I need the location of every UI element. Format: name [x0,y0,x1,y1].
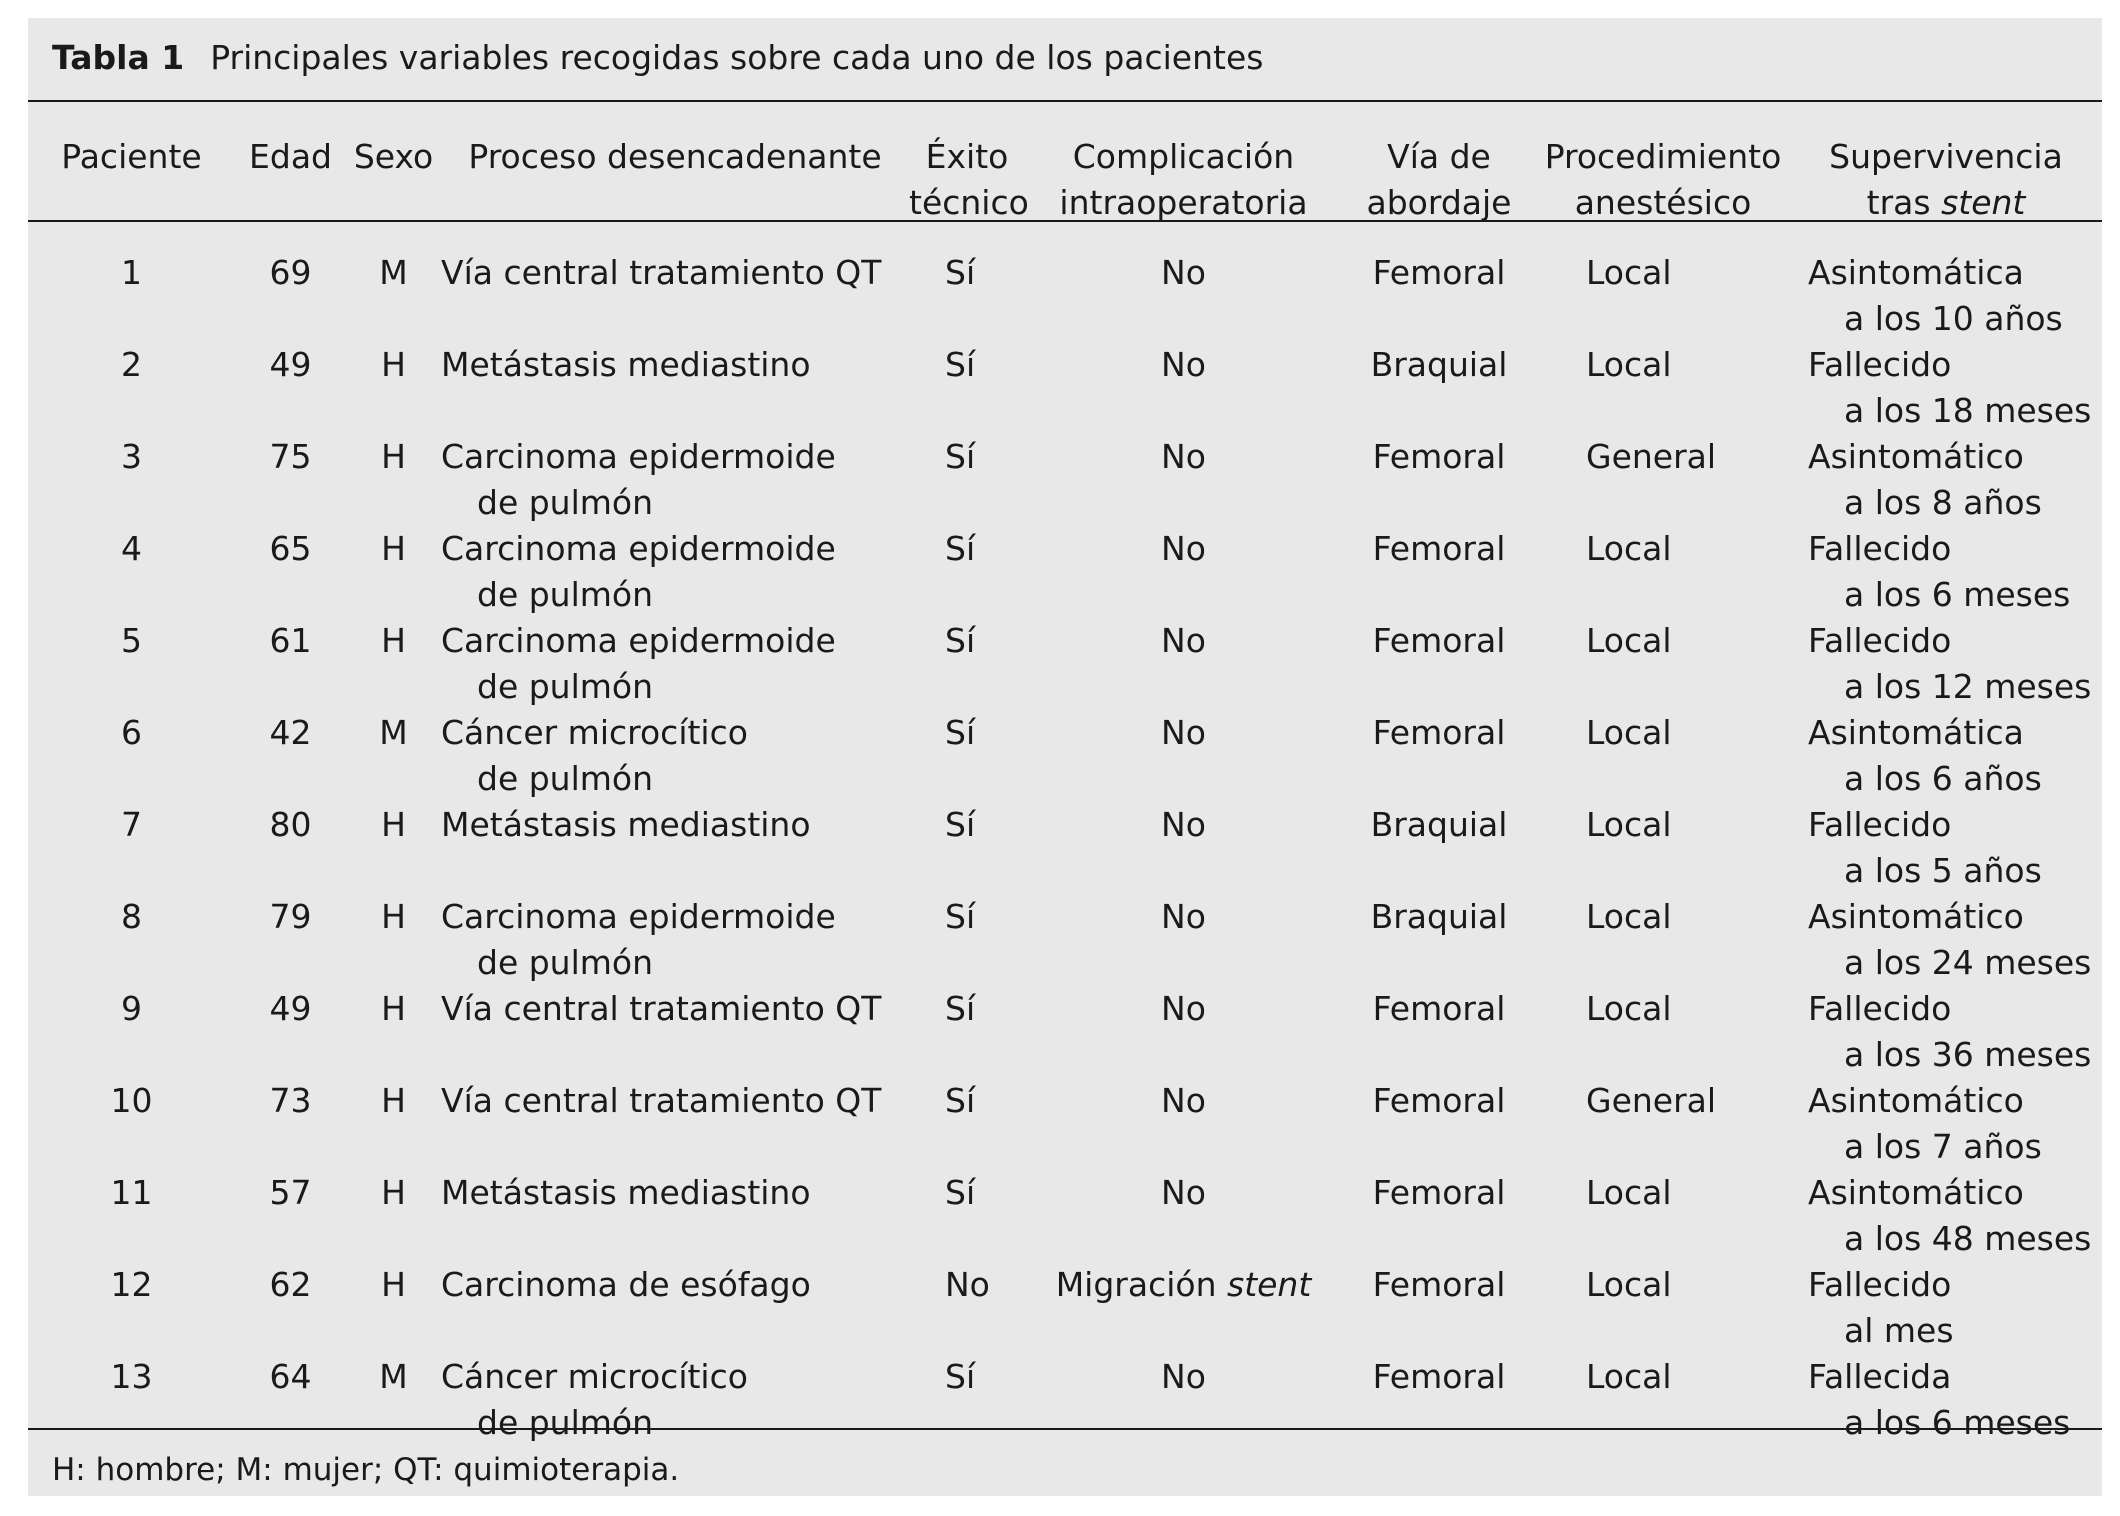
cell-edad: 49 [269,345,312,384]
header-italic: stent [1941,183,2026,222]
table-row [28,342,2102,434]
proceso-line: Vía central tratamiento QT [441,253,882,292]
header-line: Edad [249,137,332,176]
complicacion-text: No [1161,897,1206,936]
proceso-line: Carcinoma epidermoide [441,437,836,476]
cell-supervivencia [1790,986,2102,1078]
header-line: Éxito [925,137,1009,176]
cell-complicacion [1025,894,1342,986]
cell-exito: Sí [945,805,976,844]
proceso-line: Vía central tratamiento QT [441,1081,882,1120]
cell-exito: Sí [945,529,976,568]
supervivencia-line-cont: a los 6 meses [1844,575,2071,614]
header-supervivencia [1790,102,2102,236]
cell-proceso [441,618,909,710]
cell-complicacion [1025,618,1342,710]
proceso-line: Metástasis mediastino [441,345,811,384]
supervivencia-line: Asintomática [1808,253,2024,292]
cell-paciente: 4 [121,529,142,568]
table-row [28,236,2102,342]
header-line: intraoperatoria [1059,183,1308,222]
cell-via: Femoral [1372,1357,1506,1396]
header-row [28,102,2102,236]
cell-proceso [441,1354,909,1446]
supervivencia-line: Fallecida [1808,1357,1952,1396]
cell-exito: No [945,1265,990,1304]
cell-sexo: H [381,989,406,1028]
cell-supervivencia [1790,1354,2102,1446]
cell-supervivencia [1790,894,2102,986]
cell-complicacion [1025,802,1342,894]
cell-paciente: 13 [110,1357,153,1396]
cell-complicacion [1025,986,1342,1078]
supervivencia-line: Fallecido [1808,621,1952,660]
proceso-line-cont: de pulmón [477,483,654,522]
table-title: Principales variables recogidas sobre cada uno de los pacientes [210,38,1264,77]
cell-via: Femoral [1372,1265,1506,1304]
patients-table [28,102,2102,1446]
cell-via: Femoral [1372,1173,1506,1212]
supervivencia-line-cont: a los 36 meses [1844,1035,2092,1074]
cell-paciente: 11 [110,1173,153,1212]
table-footnote: H: hombre; M: mujer; QT: quimioterapia. [52,1452,680,1488]
cell-edad: 65 [269,529,312,568]
proceso-line: Carcinoma epidermoide [441,621,836,660]
cell-sexo: M [379,713,408,752]
header-sexo [346,102,441,236]
cell-anestesia: Local [1586,345,1672,384]
table-panel [28,18,2102,1496]
table-row [28,1354,2102,1446]
cell-anestesia: Local [1586,1265,1672,1304]
header-anestesia [1536,102,1790,236]
cell-sexo: M [379,253,408,292]
supervivencia-line-cont: a los 24 meses [1844,943,2092,982]
cell-anestesia: Local [1586,253,1672,292]
cell-edad: 69 [269,253,312,292]
cell-sexo: H [381,529,406,568]
cell-anestesia: Local [1586,529,1672,568]
supervivencia-line: Asintomático [1808,437,2024,476]
table-row [28,894,2102,986]
cell-supervivencia [1790,618,2102,710]
cell-complicacion [1025,342,1342,434]
header-line: Procedimiento [1544,137,1782,176]
cell-proceso [441,802,909,894]
cell-paciente: 6 [121,713,142,752]
cell-proceso [441,434,909,526]
header-line: Sexo [353,137,434,176]
cell-proceso [441,236,909,342]
cell-paciente: 7 [121,805,142,844]
cell-proceso [441,342,909,434]
cell-exito: Sí [945,621,976,660]
complicacion-text: Migración [1055,1265,1227,1304]
header-via [1342,102,1536,236]
cell-supervivencia [1790,1170,2102,1262]
cell-sexo: H [381,805,406,844]
cell-sexo: H [381,345,406,384]
cell-edad: 75 [269,437,312,476]
cell-paciente: 3 [121,437,142,476]
cell-via: Femoral [1372,621,1506,660]
cell-supervivencia [1790,526,2102,618]
cell-exito: Sí [945,437,976,476]
supervivencia-line-cont: a los 10 años [1844,299,2063,338]
supervivencia-line-cont: a los 7 años [1844,1127,2042,1166]
cell-anestesia: Local [1586,897,1672,936]
cell-edad: 62 [269,1265,312,1304]
supervivencia-line-cont: al mes [1844,1311,1954,1350]
cell-proceso [441,526,909,618]
supervivencia-line-cont: a los 8 años [1844,483,2042,522]
header-exito [909,102,1029,236]
supervivencia-line: Asintomático [1808,1173,2024,1212]
table-label: Tabla 1 [52,38,185,77]
cell-via: Braquial [1370,345,1508,384]
cell-paciente: 1 [121,253,142,292]
cell-complicacion [1025,710,1342,802]
cell-anestesia: General [1586,437,1717,476]
cell-proceso [441,710,909,802]
cell-complicacion [1025,1170,1342,1262]
cell-via: Femoral [1372,1081,1506,1120]
table-row [28,526,2102,618]
cell-sexo: H [381,897,406,936]
proceso-line: Carcinoma epidermoide [441,897,836,936]
cell-edad: 61 [269,621,312,660]
cell-supervivencia [1790,710,2102,802]
complicacion-text: No [1161,253,1206,292]
proceso-line: Carcinoma de esófago [441,1265,811,1304]
header-complicacion [1025,102,1342,236]
table-row [28,618,2102,710]
cell-paciente: 8 [121,897,142,936]
cell-exito: Sí [945,253,976,292]
header-line: Vía de [1387,137,1491,176]
cell-exito: Sí [945,1173,976,1212]
supervivencia-line: Fallecido [1808,805,1952,844]
header-proceso [441,102,909,236]
cell-via: Femoral [1372,713,1506,752]
cell-anestesia: Local [1586,989,1672,1028]
cell-paciente: 2 [121,345,142,384]
cell-sexo: H [381,1265,406,1304]
proceso-line: Metástasis mediastino [441,805,811,844]
cell-supervivencia [1790,1078,2102,1170]
complicacion-text: No [1161,713,1206,752]
cell-anestesia: Local [1586,713,1672,752]
table-row [28,802,2102,894]
supervivencia-line: Fallecido [1808,529,1952,568]
complicacion-text: No [1161,1173,1206,1212]
table-row [28,986,2102,1078]
cell-paciente: 12 [110,1265,153,1304]
table-row [28,1262,2102,1354]
cell-edad: 64 [269,1357,312,1396]
cell-edad: 79 [269,897,312,936]
table-row [28,434,2102,526]
supervivencia-line-cont: a los 5 años [1844,851,2042,890]
cell-edad: 49 [269,989,312,1028]
table-row [28,1170,2102,1262]
cell-sexo: H [381,1173,406,1212]
supervivencia-line-cont: a los 48 meses [1844,1219,2092,1258]
proceso-line: Cáncer microcítico [441,1357,748,1396]
cell-anestesia: Local [1586,1173,1672,1212]
cell-via: Femoral [1372,253,1506,292]
table-row [28,710,2102,802]
complicacion-text: No [1161,529,1206,568]
cell-sexo: H [381,437,406,476]
supervivencia-line: Asintomática [1808,713,2024,752]
cell-edad: 73 [269,1081,312,1120]
cell-anestesia: Local [1586,621,1672,660]
cell-complicacion [1025,1262,1342,1354]
cell-supervivencia [1790,434,2102,526]
cell-complicacion [1025,1354,1342,1446]
cell-complicacion [1025,434,1342,526]
cell-anestesia: General [1586,1081,1717,1120]
cell-proceso [441,1170,909,1262]
table-body [28,236,2102,1446]
cell-paciente: 9 [121,989,142,1028]
header-line: técnico [909,183,1029,222]
cell-exito: Sí [945,713,976,752]
cell-proceso [441,1262,909,1354]
supervivencia-line: Asintomático [1808,1081,2024,1120]
supervivencia-line: Asintomático [1808,897,2024,936]
header-line: Complicación [1072,137,1295,176]
cell-complicacion [1025,526,1342,618]
proceso-line-cont: de pulmón [477,759,654,798]
cell-sexo: M [379,1357,408,1396]
cell-supervivencia [1790,236,2102,342]
cell-exito: Sí [945,1081,976,1120]
cell-exito: Sí [945,1357,976,1396]
header-line: Proceso desencadenante [468,137,882,176]
cell-supervivencia [1790,342,2102,434]
proceso-line: Vía central tratamiento QT [441,989,882,1028]
complicacion-text: No [1161,437,1206,476]
supervivencia-line: Fallecido [1808,989,1952,1028]
supervivencia-line-cont: a los 6 meses [1844,1403,2071,1442]
supervivencia-line-cont: a los 18 meses [1844,391,2092,430]
cell-via: Braquial [1370,897,1508,936]
cell-via: Femoral [1372,989,1506,1028]
table-caption [52,36,1263,80]
table-row [28,1078,2102,1170]
cell-proceso [441,894,909,986]
cell-proceso [441,1078,909,1170]
cell-edad: 80 [269,805,312,844]
supervivencia-line: Fallecido [1808,345,1952,384]
header-line: Paciente [61,137,202,176]
cell-via: Braquial [1370,805,1508,844]
proceso-line-cont: de pulmón [477,667,654,706]
cell-paciente: 5 [121,621,142,660]
complicacion-text: No [1161,1081,1206,1120]
supervivencia-line-cont: a los 12 meses [1844,667,2092,706]
cell-exito: Sí [945,345,976,384]
complicacion-text: No [1161,989,1206,1028]
cell-anestesia: Local [1586,805,1672,844]
cell-complicacion [1025,1078,1342,1170]
cell-exito: Sí [945,989,976,1028]
complicacion-text: No [1161,805,1206,844]
proceso-line: Metástasis mediastino [441,1173,811,1212]
cell-paciente: 10 [110,1081,153,1120]
supervivencia-line: Fallecido [1808,1265,1952,1304]
complicacion-italic: stent [1227,1265,1312,1304]
header-line: Supervivencia [1829,137,2063,176]
cell-sexo: H [381,621,406,660]
cell-edad: 57 [269,1173,312,1212]
cell-sexo: H [381,1081,406,1120]
proceso-line-cont: de pulmón [477,1403,654,1442]
proceso-line-cont: de pulmón [477,943,654,982]
header-paciente [28,102,235,236]
cell-supervivencia [1790,1262,2102,1354]
header-line: abordaje [1366,183,1512,222]
proceso-line: Carcinoma epidermoide [441,529,836,568]
header-line: anestésico [1574,183,1752,222]
cell-anestesia: Local [1586,1357,1672,1396]
complicacion-text: No [1161,621,1206,660]
cell-edad: 42 [269,713,312,752]
complicacion-text: No [1161,1357,1206,1396]
cell-exito: Sí [945,897,976,936]
header-edad [235,102,346,236]
cell-via: Femoral [1372,529,1506,568]
cell-proceso [441,986,909,1078]
supervivencia-line-cont: a los 6 años [1844,759,2042,798]
cell-via: Femoral [1372,437,1506,476]
proceso-line-cont: de pulmón [477,575,654,614]
header-line: tras [1866,183,1942,222]
complicacion-text: No [1161,345,1206,384]
cell-supervivencia [1790,802,2102,894]
cell-complicacion [1025,236,1342,342]
proceso-line: Cáncer microcítico [441,713,748,752]
